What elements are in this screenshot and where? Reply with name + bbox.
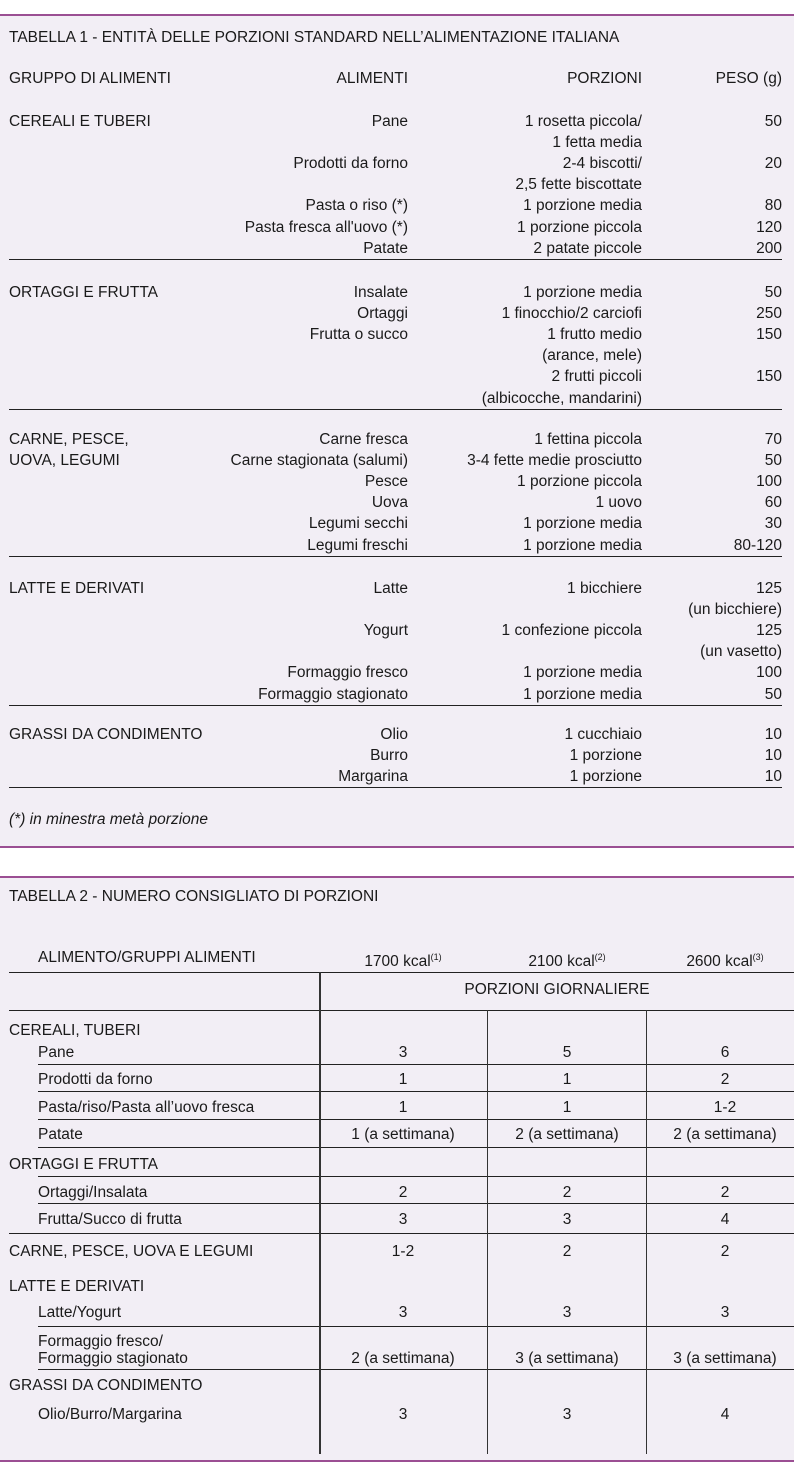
portion: 1 porzione piccola <box>517 218 642 236</box>
portion: 1 porzione <box>569 747 642 765</box>
portion: 1 fettina piccola <box>534 431 642 448</box>
portion: 1 porzione media <box>523 664 642 682</box>
portion-count: 1 <box>398 1099 408 1116</box>
group-name: UOVA, LEGUMI <box>9 452 120 470</box>
portion: 1 bicchiere <box>567 580 642 597</box>
weight: 80 <box>764 197 782 215</box>
portion: (arance, mele) <box>542 347 642 365</box>
food-name: Margarina <box>338 768 408 786</box>
rule-line <box>38 1091 794 1092</box>
rule-line <box>38 1369 794 1370</box>
kcal-value: 2600 kcal <box>686 953 753 971</box>
portion-count: 3 (a settimana) <box>673 1350 777 1367</box>
header-weight: PESO (g) <box>715 70 782 87</box>
food-name: Pane <box>371 113 408 130</box>
item-label: Latte/Yogurt <box>38 1304 122 1321</box>
weight: 10 <box>764 768 782 786</box>
food-name: Burro <box>370 747 408 765</box>
food-name: Yogurt <box>363 622 408 640</box>
weight: 120 <box>756 218 782 236</box>
portion-count: 2 <box>398 1184 408 1201</box>
group-name: LATTE E DERIVATI <box>9 580 145 597</box>
food-name: Latte <box>373 580 408 597</box>
rule-line <box>319 972 321 1454</box>
weight: 20 <box>764 155 782 173</box>
portion-count: 1 <box>562 1099 572 1116</box>
portion-count: 2 <box>720 1243 730 1260</box>
kcal-value: 2100 kcal <box>528 953 595 971</box>
footnote: (*) in minestra metà porzione <box>9 811 208 828</box>
group-label: ORTAGGI E FRUTTA <box>9 1156 158 1173</box>
rule-line <box>9 972 794 973</box>
table-1 <box>0 14 794 848</box>
rule-line <box>38 1064 794 1065</box>
header-label: ALIMENTO/GRUPPI ALIMENTI <box>38 949 256 966</box>
portion-count: 3 <box>720 1304 730 1321</box>
portion-count: 2 <box>562 1243 572 1260</box>
weight: 100 <box>756 664 782 682</box>
rule-line <box>9 259 782 260</box>
item-label: Formaggio fresco/ <box>38 1333 163 1350</box>
rule-line <box>38 1326 794 1327</box>
food-name: Legumi secchi <box>308 515 408 533</box>
portion: 1 frutto medio <box>547 326 642 344</box>
kcal-column-header <box>323 948 483 971</box>
portion: 1 porzione media <box>523 536 642 554</box>
item-label: Pasta/riso/Pasta all’uovo fresca <box>38 1099 255 1116</box>
weight: 150 <box>756 368 782 386</box>
weight: (un vasetto) <box>700 643 782 661</box>
portion-count: 2 (a settimana) <box>673 1126 777 1143</box>
rule-line <box>487 1010 488 1454</box>
food-name: Formaggio fresco <box>287 664 408 682</box>
item-label: Patate <box>38 1126 83 1143</box>
portion: 2 frutti piccoli <box>551 368 642 386</box>
rule-line <box>38 1203 794 1204</box>
portion-count: 2 <box>720 1071 730 1088</box>
weight: 100 <box>756 473 782 491</box>
group-label: CARNE, PESCE, UOVA E LEGUMI <box>9 1243 254 1260</box>
group-label: GRASSI DA CONDIMENTO <box>9 1377 203 1394</box>
table-2 <box>0 876 794 1462</box>
rule-line <box>9 787 782 788</box>
weight: 10 <box>764 747 782 765</box>
rule-line <box>9 409 782 410</box>
food-name: Pesce <box>364 473 408 491</box>
header-group: GRUPPO DI ALIMENTI <box>9 70 171 87</box>
weight: 50 <box>764 452 782 470</box>
portion: 1 cucchiaio <box>564 726 642 743</box>
rule-line <box>9 556 782 557</box>
portion-count: 5 <box>562 1044 572 1061</box>
portion: 2,5 fette biscottate <box>515 176 642 194</box>
food-name: Legumi freschi <box>307 536 408 554</box>
food-name: Pasta o riso (*) <box>305 197 408 215</box>
food-name: Carne stagionata (salumi) <box>230 452 408 470</box>
item-label: Formaggio stagionato <box>38 1350 188 1367</box>
group-name: CARNE, PESCE, <box>9 431 129 448</box>
rule-line <box>38 1176 794 1177</box>
group-label: LATTE E DERIVATI <box>9 1278 145 1295</box>
portion-count: 3 <box>398 1406 408 1423</box>
group-name: GRASSI DA CONDIMENTO <box>9 726 203 743</box>
food-name: Patate <box>363 239 408 257</box>
header-food: ALIMENTI <box>336 70 408 87</box>
rule-line <box>38 1147 794 1148</box>
portion-count: 1-2 <box>713 1099 737 1116</box>
portion: 1 porzione media <box>523 197 642 215</box>
weight: 30 <box>764 515 782 533</box>
item-label: Prodotti da forno <box>38 1071 153 1088</box>
portion-count: 3 <box>562 1406 572 1423</box>
table-1-title: TABELLA 1 - ENTITÀ DELLE PORZIONI STANDARD NELL’ALIMENTAZIONE ITALIANA <box>9 29 620 46</box>
weight: 200 <box>756 239 782 257</box>
portion-count: 3 <box>562 1304 572 1321</box>
portion: 1 porzione media <box>523 284 642 301</box>
item-label: Pane <box>38 1044 75 1061</box>
food-name: Frutta o succo <box>309 326 408 344</box>
portion-count: 1-2 <box>391 1243 415 1260</box>
weight: 80-120 <box>733 536 782 554</box>
portion-count: 6 <box>720 1044 730 1061</box>
kcal-footnote-mark: (3) <box>752 952 764 962</box>
portion: 1 fetta media <box>552 134 642 152</box>
weight: 50 <box>764 284 782 301</box>
weight: 50 <box>764 113 782 130</box>
portion: 1 porzione <box>569 768 642 786</box>
group-name: ORTAGGI E FRUTTA <box>9 284 158 301</box>
weight: 70 <box>764 431 782 448</box>
group-name: CEREALI E TUBERI <box>9 113 151 130</box>
header-portion: PORZIONI <box>567 70 642 87</box>
food-name: Carne fresca <box>319 431 408 448</box>
portion: (albicocche, mandarini) <box>481 389 642 407</box>
portion-count: 4 <box>720 1406 730 1423</box>
food-name: Ortaggi <box>357 305 408 323</box>
portion-count: 3 <box>398 1304 408 1321</box>
portion: 1 porzione piccola <box>517 473 642 491</box>
kcal-footnote-mark: (2) <box>594 952 606 962</box>
portion: 1 finocchio/2 carciofi <box>501 305 642 323</box>
kcal-column-header <box>645 948 794 971</box>
portion-count: 1 <box>562 1071 572 1088</box>
weight: (un bicchiere) <box>688 601 782 619</box>
portion: 3-4 fette medie prosciutto <box>467 452 642 470</box>
portion-count: 2 (a settimana) <box>351 1350 455 1367</box>
item-label: Olio/Burro/Margarina <box>38 1406 182 1423</box>
portion-count: 2 (a settimana) <box>515 1126 619 1143</box>
rule-line <box>38 1119 794 1120</box>
food-name: Olio <box>380 726 408 743</box>
portion-count: 2 <box>562 1184 572 1201</box>
table-2-title: TABELLA 2 - NUMERO CONSIGLIATO DI PORZIONI <box>9 888 379 905</box>
kcal-footnote-mark: (1) <box>430 952 442 962</box>
weight: 250 <box>756 305 782 323</box>
weight: 10 <box>764 726 782 743</box>
weight: 125 <box>756 622 782 640</box>
food-name: Insalate <box>353 284 408 301</box>
subheader: PORZIONI GIORNALIERE <box>464 981 650 998</box>
weight: 50 <box>764 685 782 703</box>
portion-count: 1 (a settimana) <box>351 1126 455 1143</box>
weight: 150 <box>756 326 782 344</box>
weight: 125 <box>756 580 782 597</box>
food-name: Prodotti da forno <box>293 155 408 173</box>
portion-count: 2 <box>720 1184 730 1201</box>
portion: 2-4 biscotti/ <box>562 155 642 173</box>
weight: 60 <box>764 494 782 512</box>
item-label: Frutta/Succo di frutta <box>38 1211 182 1228</box>
group-label: CEREALI, TUBERI <box>9 1022 141 1039</box>
kcal-value: 1700 kcal <box>364 953 431 971</box>
portion-count: 3 (a settimana) <box>515 1350 619 1367</box>
portion-count: 3 <box>398 1044 408 1061</box>
portion: 1 uovo <box>595 494 642 512</box>
rule-line <box>9 1233 794 1234</box>
rule-line <box>9 1010 794 1011</box>
rule-line <box>9 705 782 706</box>
rule-line <box>646 1010 647 1454</box>
portion: 1 confezione piccola <box>501 622 642 640</box>
portion: 1 porzione media <box>523 515 642 533</box>
portion: 1 rosetta piccola/ <box>524 113 642 130</box>
food-name: Formaggio stagionato <box>258 685 408 703</box>
portion: 2 patate piccole <box>533 239 642 257</box>
portion-count: 3 <box>398 1211 408 1228</box>
kcal-column-header <box>487 948 647 971</box>
food-name: Pasta fresca all'uovo (*) <box>244 218 408 236</box>
portion-count: 4 <box>720 1211 730 1228</box>
food-name: Uova <box>371 494 408 512</box>
item-label: Ortaggi/Insalata <box>38 1184 148 1201</box>
portion-count: 1 <box>398 1071 408 1088</box>
portion-count: 3 <box>562 1211 572 1228</box>
portion: 1 porzione media <box>523 685 642 703</box>
